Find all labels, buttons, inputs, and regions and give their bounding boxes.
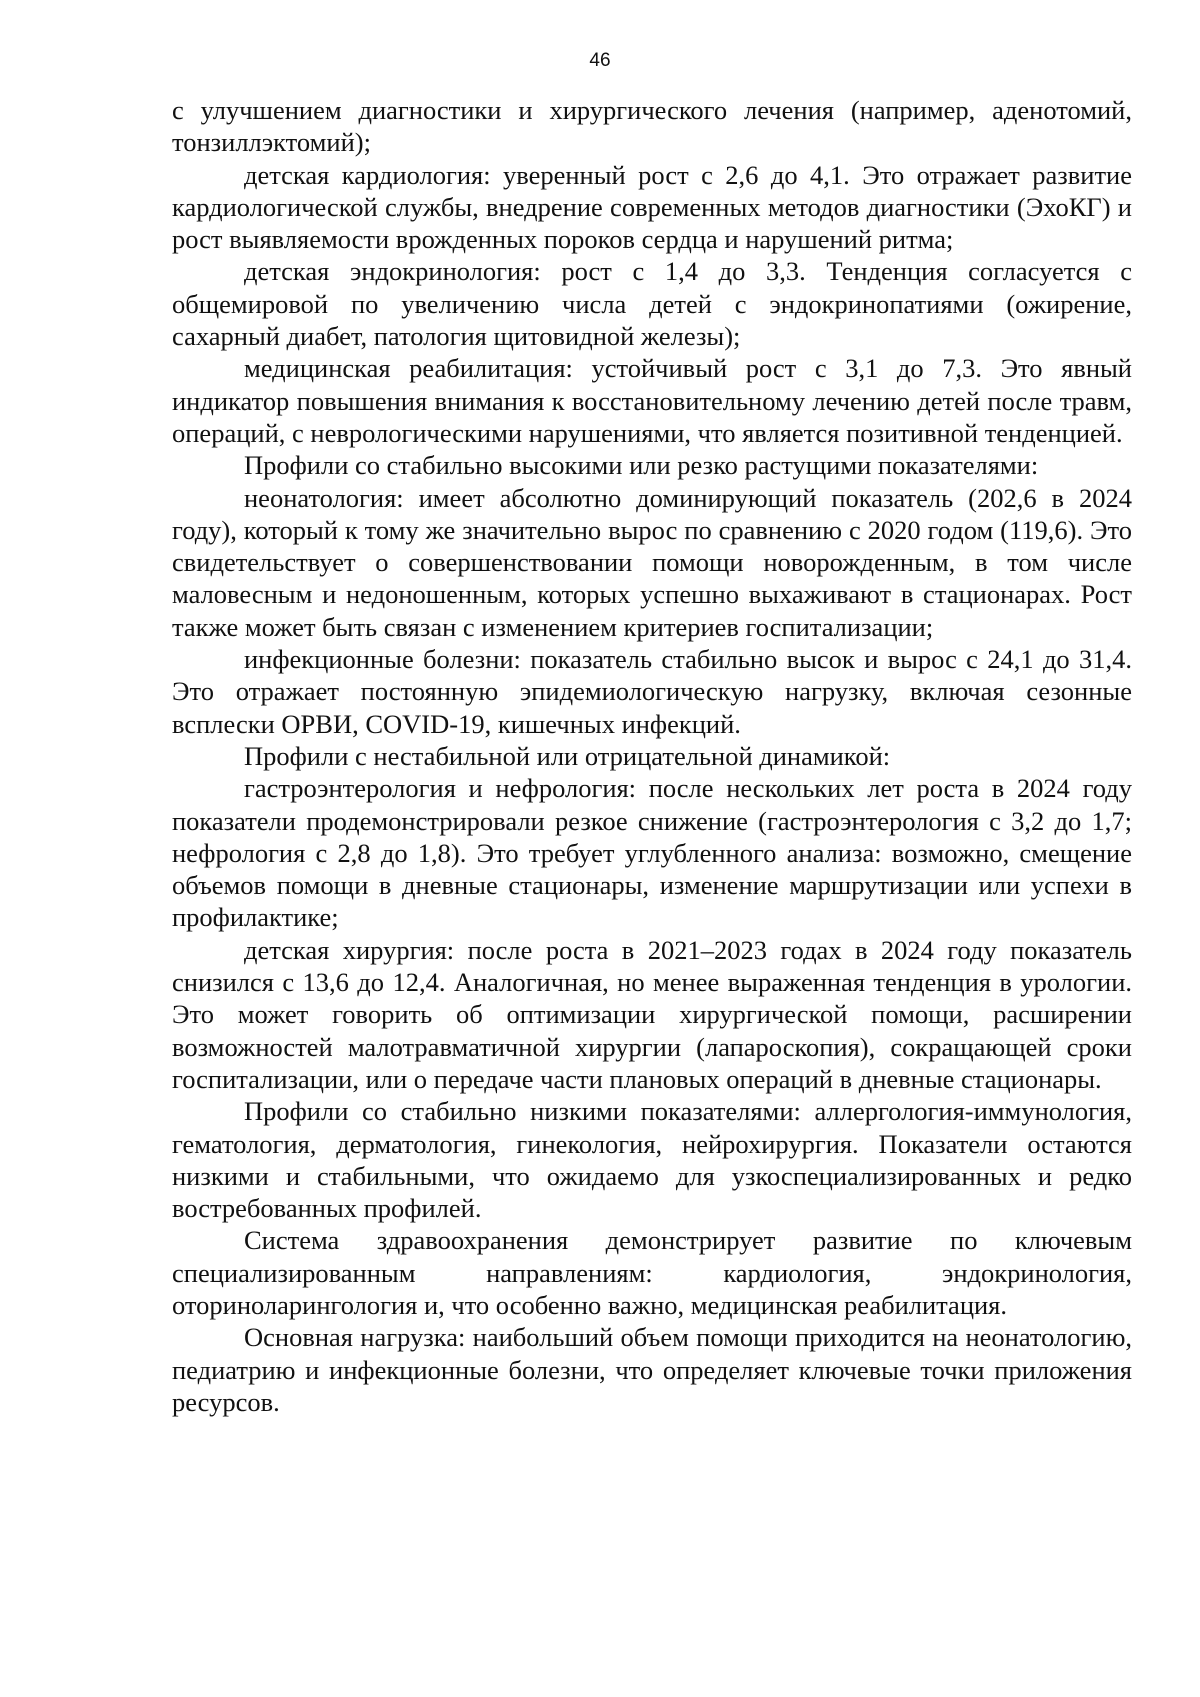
paragraph: неонатология: имеет абсолютно доминирующий показатель (202,6 в 2024 году), который к тому же значительно вырос по сравнению с 2020 годом (119,6). Это свидетельствует о совершенствовании помощи новорожденным, в том числе маловесным и недоношенным, которых успешно выхаживают в стационарах. Рост также может быть связан с изменением критериев госпитализации; (172, 482, 1132, 642)
paragraph: детская эндокринология: рост с 1,4 до 3,3. Тенденция согласуется с общемировой по увеличению числа детей с эндокринопатиями (ожирение, сахарный диабет, патология щитовидной железы); (172, 256, 1132, 352)
page-number: 46 (589, 50, 611, 71)
paragraph: инфекционные болезни: показатель стабильно высок и вырос с 24,1 до 31,4. Это отражает постоянную эпидемиологическую нагрузку, включая сезонные всплески ОРВИ, COVID-19, кишечных инфекций. (172, 644, 1132, 739)
paragraph: Профили с нестабильной или отрицательной динамикой: (244, 740, 891, 771)
paragraph: с улучшением диагностики и хирургического лечения (например, аденотомий, тонзиллэктомий); (172, 95, 1132, 158)
paragraph: Профили со стабильно высокими или резко растущими показателями: (244, 450, 1039, 481)
paragraph: детская хирургия: после роста в 2021–2023 годах в 2024 году показатель снизился с 13,6 до 12,4. Аналогичная, но менее выраженная тенденция в урологии. Это может говорить об оптимизации хирургической помощи, расширении возможностей малотравматичной хирургии (лапароскопия), сокращающей сроки госпитализации, или о передаче части плановых операций в дневные стационары. (172, 934, 1132, 1094)
paragraph: медицинская реабилитация: устойчивый рост с 3,1 до 7,3. Это явный индикатор повышения внимания к восстановительному лечению детей после травм, операций, с неврологическими нарушениями, что является позитивной тенденцией. (172, 353, 1132, 448)
paragraph: детская кардиология: уверенный рост с 2,6 до 4,1. Это отражает развитие кардиологической службы, внедрение современных методов диагностики (ЭхоКГ) и рост выявляемости врожденных пороков сердца и нарушений ритма; (172, 159, 1132, 255)
paragraph: Система здравоохранения демонстрирует развитие по ключевым специализированным направлениям: кардиология, эндокринология, оториноларингология и, что особенно важно, медицинская реабилитация. (172, 1225, 1132, 1320)
paragraph: гастроэнтерология и нефрология: после нескольких лет роста в 2024 году показатели продемонстрировали резкое снижение (гастроэнтерология с 3,2 до 1,7; нефрология с 2,8 до 1,8). Это требует углубленного анализа: возможно, смещение объемов помощи в дневные стационары, изменение маршрутизации или успехи в профилактике; (172, 773, 1132, 933)
document-body (172, 94, 1132, 1418)
paragraph: Профили со стабильно низкими показателями: аллергология-иммунология, гематология, дерматология, гинекология, нейрохирургия. Показатели остаются низкими и стабильными, что ожидаемо для узкоспециализированных и редко востребованных профилей. (172, 1096, 1132, 1224)
paragraph: Основная нагрузка: наибольший объем помощи приходится на неонатологию, педиатрию и инфекционные болезни, что определяет ключевые точки приложения ресурсов. (172, 1322, 1132, 1417)
